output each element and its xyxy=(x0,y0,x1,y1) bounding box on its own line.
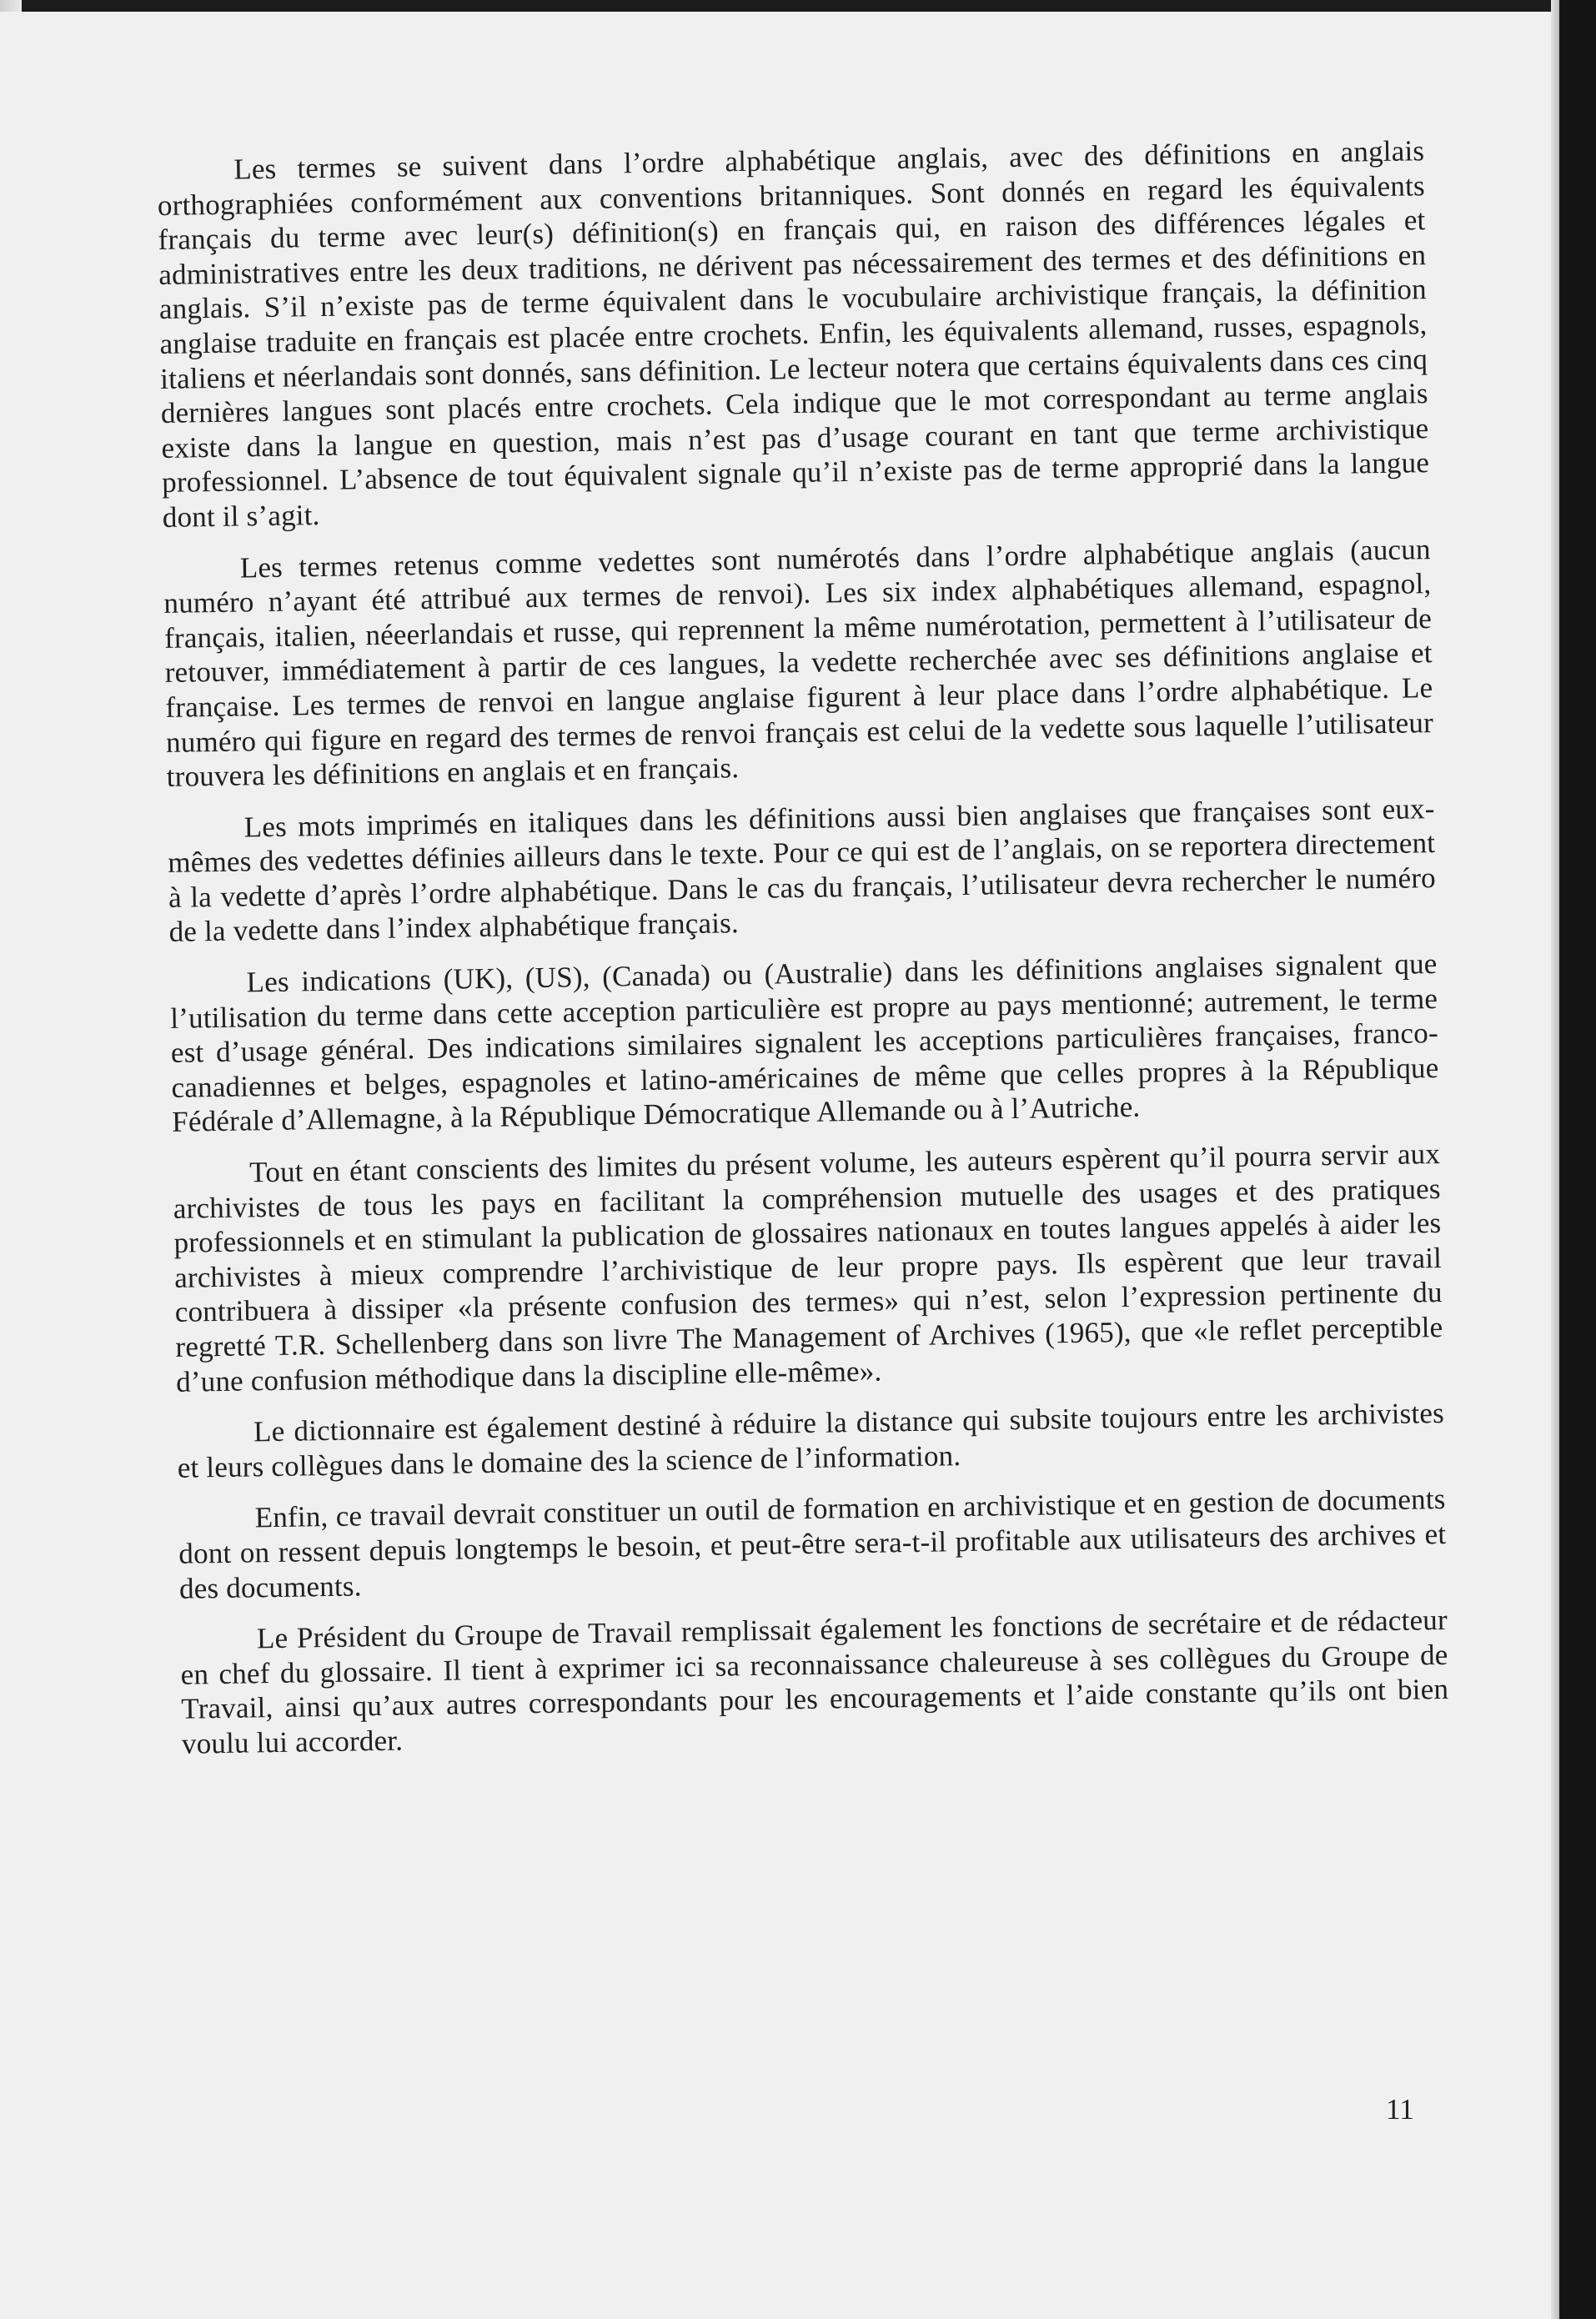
paragraph-4: Les indications (UK), (US), (Canada) ou (Australie) dans les définitions anglaises signalent que l’utilisation du terme dans cette acception particulière est propre au pays mentionné; autrement, le terme est d’usage général. Des indications similaires signalent les acceptions particulières françaises, franco-canadiennes et belges, espagnoles et latino-américaines de même que celles propres à la République Fédérale d’Allemagne, à la République Démocratique Allemande ou à l’Autriche. xyxy=(169,947,1439,1139)
paragraph-8: Le Président du Groupe de Travail remplissait également les fonctions de secrétaire et de rédacteur en chef du glossaire. Il tient à exprimer ici sa reconnaissance chaleureuse à ses collègues du Groupe de Travail, ainsi qu’aux autres correspondants pour les encouragements et l’aide constante qu’ils ont bien voulu lui accorder. xyxy=(180,1604,1449,1760)
paragraph-6: Le dictionnaire est également destiné à réduire la distance qui subsite toujours entre les archivistes et leurs collègues dans le domaine des la science de l’information. xyxy=(177,1397,1445,1484)
paragraph-7: Enfin, ce travail devrait constituer un outil de formation en archivistique et en gestion de documents dont on ressent depuis longtemps le besoin, et peut-être sera-t-il profitable aux utilisateurs des archives et des documents. xyxy=(178,1483,1447,1605)
paragraph-3: Les mots imprimés en italiques dans les définitions aussi bien anglaises que françaises sont eux-mêmes des vedettes définies ailleurs dans le texte. Pour ce qui est de l’anglais, on se reportera directement à la vedette d’après l’ordre alphabétique. Dans le cas du français, l’utilisateur devra rechercher le numéro de la vedette dans l’index alphabétique français. xyxy=(168,791,1437,949)
body-text xyxy=(157,133,1449,1778)
paragraph-2: Les termes retenus comme vedettes sont numérotés dans l’ordre alphabétique anglais (aucun numéro n’ayant été attribué aux termes de renvoi). Les six index alphabétiques allemand, espagnol, français, italien, néeerlandais et russe, qui reprennent la même numérotation, permettent à l’utilisateur de retouver, immédiatement à partir de ces langues, la vedette recherchée avec ses définitions anglaise et française. Les termes de renvoi en langue anglaise figurent à leur place dans l’ordre alphabétique. Le numéro qui figure en regard des termes de renvoi français est celui de la vedette sous laquelle l’utilisateur trouvera les définitions en anglais et en français. xyxy=(163,532,1434,793)
page-number: 11 xyxy=(1386,2093,1414,2126)
scan-right-shadow xyxy=(1551,0,1559,2319)
page xyxy=(0,12,1551,2319)
scan-right-edge xyxy=(1559,0,1596,2319)
paragraph-5: Tout en étant conscients des limites du présent volume, les auteurs espèrent qu’il pourra servir aux archivistes de tous les pays en facilitant la compréhension mutuelle des usages et des pratiques professionnels et en stimulant la publication de glossaires nationaux en toutes langues appelés à aider les archivistes à mieux comprendre l’archivistique de leur propre pays. Ils espèrent que leur travail contribuera à dissiper «la présente confusion des termes» qui n’est, selon l’expression pertinente du regretté T.R. Schellenberg dans son livre The Management of Archives (1965), que «le reflet perceptible d’une confusion méthodique dans la discipline elle-même». xyxy=(173,1137,1443,1398)
paragraph-1: Les termes se suivent dans l’ordre alphabétique anglais, avec des définitions en anglais orthographiées conformément aux conventions britanniques. Sont donnés en regard les équivalents français du terme avec leur(s) définition(s) en français qui, en raison des différences légales et administratives entre les deux traditions, ne dérivent pas nécessairement des termes et des définitions en anglais. S’il n’existe pas de terme équivalent dans le vocubulaire archivistique français, la définition anglaise traduite en français est placée entre crochets. Enfin, les équivalents allemand, russes, espagnols, italiens et néerlandais sont donnés, sans définition. Le lecteur notera que certains équivalents dans ces cinq dernières langues sont placés entre crochets. Cela indique que le mot correspondant au terme anglais existe dans la langue en question, mais n’est pas d’usage courant en tant que terme archivistique professionnel. L’absence de tout équivalent signale qu’il n’existe pas de terme approprié dans la langue dont il s’agit. xyxy=(157,134,1430,534)
scan-top-edge xyxy=(0,0,1596,12)
